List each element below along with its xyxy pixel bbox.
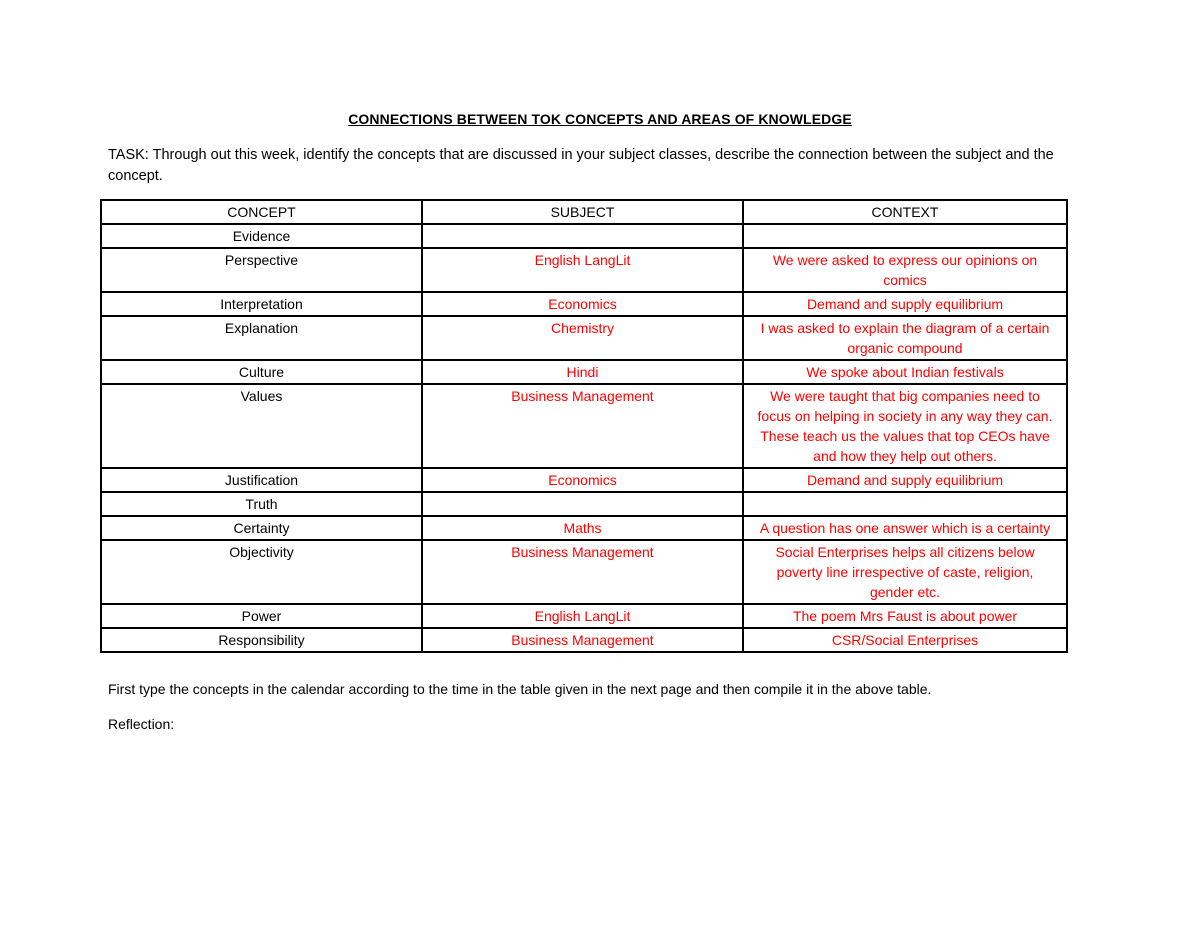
calendar-instruction: First type the concepts in the calendar according to the time in the table given in the next page and then compile it in the above table. bbox=[108, 681, 932, 697]
concept-cell: Explanation bbox=[101, 316, 422, 360]
table-header-row bbox=[101, 200, 1067, 224]
table-row bbox=[101, 384, 1067, 468]
concept-cell: Objectivity bbox=[101, 540, 422, 604]
concept-cell: Power bbox=[101, 604, 422, 628]
context-cell bbox=[743, 224, 1067, 248]
table-row bbox=[101, 516, 1067, 540]
table-row bbox=[101, 316, 1067, 360]
subject-cell: Business Management bbox=[422, 384, 743, 468]
context-cell: Demand and supply equilibrium bbox=[743, 468, 1067, 492]
table-row bbox=[101, 224, 1067, 248]
reflection-label: Reflection: bbox=[108, 716, 175, 732]
context-cell: We were asked to express our opinions on comics bbox=[743, 248, 1067, 292]
table-row bbox=[101, 248, 1067, 292]
concept-cell: Culture bbox=[101, 360, 422, 384]
context-cell: Social Enterprises helps all citizens below poverty line irrespective of caste, religion, gender etc. bbox=[743, 540, 1067, 604]
concept-cell: Certainty bbox=[101, 516, 422, 540]
concept-cell: Perspective bbox=[101, 248, 422, 292]
subject-cell: Maths bbox=[422, 516, 743, 540]
table-row bbox=[101, 604, 1067, 628]
concept-cell: Truth bbox=[101, 492, 422, 516]
document-title: CONNECTIONS BETWEEN TOK CONCEPTS AND AREAS OF KNOWLEDGE bbox=[348, 111, 852, 127]
context-cell bbox=[743, 492, 1067, 516]
subject-cell: English LangLit bbox=[422, 604, 743, 628]
concept-cell: Justification bbox=[101, 468, 422, 492]
context-cell: The poem Mrs Faust is about power bbox=[743, 604, 1067, 628]
context-cell: We were taught that big companies need to focus on helping in society in any way they can. These teach us the values that top CEOs have and how they help out others. bbox=[743, 384, 1067, 468]
subject-cell: Business Management bbox=[422, 628, 743, 652]
subject-cell bbox=[422, 492, 743, 516]
header-subject: SUBJECT bbox=[422, 200, 743, 224]
table-row bbox=[101, 360, 1067, 384]
table-row bbox=[101, 468, 1067, 492]
context-cell: A question has one answer which is a certainty bbox=[743, 516, 1067, 540]
task-instructions: TASK: Through out this week, identify the concepts that are discussed in your subject classes, describe the connection between the subject and the concept. bbox=[108, 147, 1054, 184]
context-cell: Demand and supply equilibrium bbox=[743, 292, 1067, 316]
subject-cell: Economics bbox=[422, 468, 743, 492]
header-context: CONTEXT bbox=[743, 200, 1067, 224]
concept-cell: Evidence bbox=[101, 224, 422, 248]
table-row bbox=[101, 292, 1067, 316]
table-row bbox=[101, 492, 1067, 516]
subject-cell bbox=[422, 224, 743, 248]
subject-cell: Business Management bbox=[422, 540, 743, 604]
subject-cell: Hindi bbox=[422, 360, 743, 384]
context-cell: We spoke about Indian festivals bbox=[743, 360, 1067, 384]
table-row bbox=[101, 628, 1067, 652]
concept-cell: Interpretation bbox=[101, 292, 422, 316]
concept-cell: Responsibility bbox=[101, 628, 422, 652]
table-row bbox=[101, 540, 1067, 604]
context-cell: CSR/Social Enterprises bbox=[743, 628, 1067, 652]
subject-cell: English LangLit bbox=[422, 248, 743, 292]
subject-cell: Chemistry bbox=[422, 316, 743, 360]
context-cell: I was asked to explain the diagram of a certain organic compound bbox=[743, 316, 1067, 360]
subject-cell: Economics bbox=[422, 292, 743, 316]
header-concept: CONCEPT bbox=[101, 200, 422, 224]
concepts-table bbox=[100, 199, 1068, 653]
concept-cell: Values bbox=[101, 384, 422, 468]
